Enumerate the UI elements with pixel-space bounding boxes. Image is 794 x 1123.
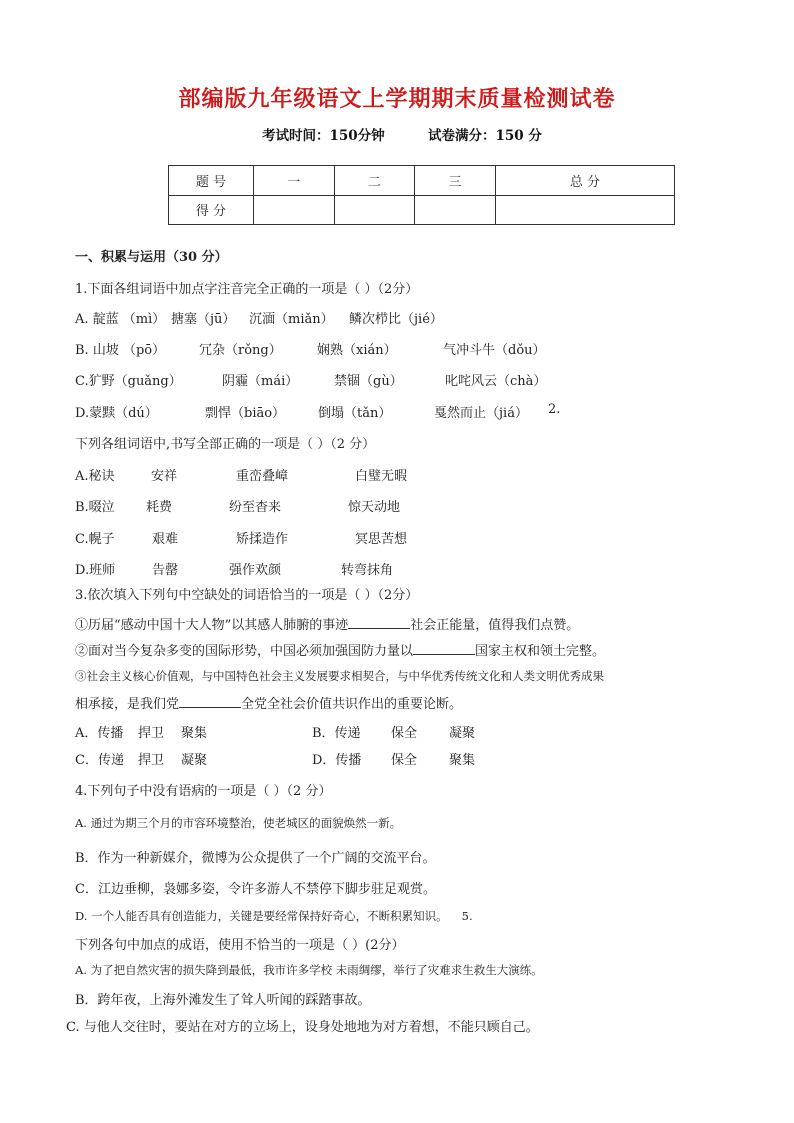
option-part: 阴霾（mái） bbox=[222, 374, 299, 389]
option-part: 纷至杳来 bbox=[229, 500, 282, 515]
option-part: 聚集 bbox=[181, 726, 208, 741]
option-part: C．传递 bbox=[75, 753, 124, 768]
option-part: 重峦叠嶂 bbox=[236, 469, 289, 484]
option-part: 凝聚 bbox=[181, 753, 208, 768]
option-part: 捍卫 bbox=[138, 753, 165, 768]
option-part: 惊天动地 bbox=[348, 500, 401, 515]
option-part: D.班师 bbox=[75, 563, 116, 578]
sentence-text: 全党全社会价值共识作出的重要论断。 bbox=[241, 697, 463, 712]
option-part: 保全 bbox=[391, 726, 418, 741]
option-part: B.啜泣 bbox=[75, 500, 115, 515]
question-1-stem: 1.下面各组词语中加点字注音完全正确的一项是（ ）（2分） bbox=[75, 282, 419, 297]
q4-option-c: C．江边垂柳，袅娜多姿，令许多游人不禁停下脚步驻足观赏。 bbox=[75, 882, 436, 897]
question-number: 2. bbox=[548, 402, 561, 417]
q4-option-a: A. 通过为期三个月的市容环境整治，使老城区的面貌焕然一新。 bbox=[75, 816, 402, 830]
option-part: 白璧无暇 bbox=[355, 469, 408, 484]
sentence-text: ②面对当今复杂多变的国际形势，中国必须加强国防力量以 bbox=[75, 644, 414, 659]
q5-option-b: B．跨年夜，上海外滩发生了耸人听闻的踩踏事故。 bbox=[75, 993, 371, 1008]
score-field[interactable] bbox=[254, 195, 335, 225]
q3-sentence-1 bbox=[75, 614, 579, 633]
option-part: 凝聚 bbox=[449, 726, 476, 741]
q4-option-d bbox=[75, 908, 473, 924]
option-part: 搪塞（jū） bbox=[171, 312, 236, 327]
option-part: 冗杂（rǒng） bbox=[199, 343, 282, 358]
option-part: 鳞次栉比（jié） bbox=[349, 312, 443, 327]
option-text: D. 一个人能否具有创造能力，关键是要经常保持好奇心，不断积累知识。 bbox=[75, 909, 448, 923]
option-part: 艰难 bbox=[152, 532, 179, 547]
q5-option-a: A. 为了把自然灾害的损失降到最低，我市许多学校 未雨绸缪，举行了灾难求生救生大演练。 bbox=[75, 963, 543, 977]
sentence-text: ①历届“感动中国十大人物”以其感人肺腑的事迹 bbox=[75, 618, 349, 633]
question-3-stem: 3.依次填入下列句中空缺处的词语恰当的一项是（ ）（2分） bbox=[75, 588, 419, 603]
option-part: 捍卫 bbox=[138, 726, 165, 741]
option-part: 禁锢（gù） bbox=[334, 374, 403, 389]
option-part: 安祥 bbox=[151, 469, 178, 484]
table-cell: 一 bbox=[254, 166, 335, 196]
option-part: 告罄 bbox=[152, 563, 179, 578]
option-part: 娴熟（xián） bbox=[317, 343, 397, 358]
question-2-stem: 下列各组词语中,书写全部正确的一项是（ ）（2 分） bbox=[75, 437, 376, 452]
table-row bbox=[169, 195, 675, 225]
score-field[interactable] bbox=[334, 195, 415, 225]
exam-time: 考试时间：150分钟 bbox=[262, 128, 385, 144]
option-part: A. 靛蓝 （mì） bbox=[75, 312, 166, 327]
q3-sentence-3: ③社会主义核心价值观，与中国特色社会主义发展要求相契合，与中华优秀传统文化和人类文明优秀成果 bbox=[75, 669, 604, 683]
score-table bbox=[168, 165, 675, 225]
option-part: 转弯抹角 bbox=[341, 563, 394, 578]
option-part: B. 山坡 （pō） bbox=[75, 343, 166, 358]
option-part: 叱咤风云（chà） bbox=[445, 374, 547, 389]
question-5-stem: 下列各句中加点的成语，使用不恰当的一项是（ ）(2分） bbox=[75, 938, 405, 953]
answer-blank[interactable] bbox=[413, 642, 475, 655]
sentence-text: 相承接，是我们党 bbox=[75, 697, 180, 712]
table-cell: 二 bbox=[334, 166, 415, 196]
option-part: 剽悍（biāo） bbox=[205, 406, 286, 421]
option-part: C.幌子 bbox=[75, 532, 115, 547]
score-field[interactable] bbox=[415, 195, 496, 225]
option-part: 强作欢颜 bbox=[229, 563, 282, 578]
table-cell: 得 分 bbox=[169, 195, 254, 225]
answer-blank[interactable] bbox=[179, 695, 241, 708]
q5-option-c: C. 与他人交往时，要站在对方的立场上，设身处地地为对方着想，不能只顾自己。 bbox=[66, 1020, 539, 1035]
option-part: 聚集 bbox=[449, 753, 476, 768]
option-part: D．传播 bbox=[312, 753, 362, 768]
option-part: 耗费 bbox=[146, 500, 173, 515]
sentence-text: 社会正能量，值得我们点赞。 bbox=[410, 618, 580, 633]
option-part: 气冲斗牛（dǒu） bbox=[443, 343, 546, 358]
table-cell: 总 分 bbox=[495, 166, 674, 196]
q4-option-b: B．作为一种新媒介，微博为公众提供了一个广阔的交流平台。 bbox=[75, 851, 436, 866]
option-part: 戛然而止（jiá） bbox=[434, 406, 528, 421]
table-row bbox=[169, 166, 675, 196]
question-4-stem: 4.下列句子中没有语病的一项是（ ）（2 分） bbox=[75, 784, 332, 799]
q3-sentence-2 bbox=[75, 640, 605, 659]
full-score: 试卷满分：150 分 bbox=[428, 128, 542, 144]
option-part: C.犷野（guǎng） bbox=[75, 374, 182, 389]
option-part: 倒塌（tǎn） bbox=[318, 406, 392, 421]
option-part: A．传播 bbox=[75, 726, 124, 741]
table-cell: 题 号 bbox=[169, 166, 254, 196]
answer-blank[interactable] bbox=[348, 616, 410, 629]
option-part: 沉湎（miǎn） bbox=[249, 312, 334, 327]
q3-sentence-3-cont bbox=[75, 693, 462, 712]
option-part: A.秘诀 bbox=[75, 469, 115, 484]
option-part: B．传递 bbox=[312, 726, 361, 741]
page-title: 部编版九年级语文上学期期末质量检测试卷 bbox=[178, 86, 616, 112]
option-part: 冥思苦想 bbox=[355, 532, 408, 547]
option-part: 矫揉造作 bbox=[236, 532, 289, 547]
question-number: 5. bbox=[461, 909, 473, 923]
section-heading: 一、积累与运用（30 分） bbox=[75, 250, 228, 265]
table-cell: 三 bbox=[415, 166, 496, 196]
option-part: D.蒙黩（dú） bbox=[75, 406, 158, 421]
option-part: 保全 bbox=[391, 753, 418, 768]
score-field[interactable] bbox=[495, 195, 674, 225]
sentence-text: 国家主权和领土完整。 bbox=[475, 644, 606, 659]
